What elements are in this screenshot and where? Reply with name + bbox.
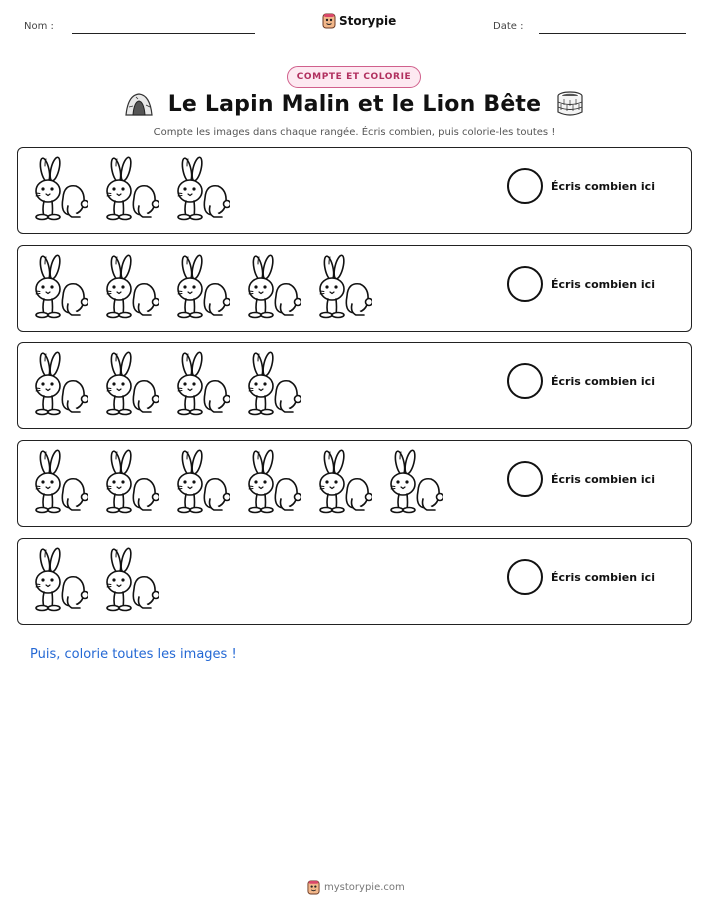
answer-label: Écris combien ici [551, 180, 655, 193]
rabbit-icon[interactable] [101, 254, 159, 324]
title-row [0, 90, 709, 118]
rabbit-icon[interactable] [314, 254, 372, 324]
rabbit-icon[interactable] [385, 449, 443, 519]
answer-label: Écris combien ici [551, 571, 655, 584]
name-line[interactable] [72, 33, 255, 34]
rabbit-icon[interactable] [101, 351, 159, 421]
brand [322, 13, 396, 29]
brand-name: Storypie [339, 14, 397, 28]
rabbit-icon[interactable] [101, 547, 159, 617]
count-row-1 [17, 147, 692, 234]
rabbit-icon[interactable] [314, 449, 372, 519]
count-row-4 [17, 440, 692, 527]
rabbit-icon[interactable] [30, 351, 88, 421]
answer-circle[interactable] [507, 461, 543, 497]
rabbit-icon[interactable] [243, 449, 301, 519]
rabbit-icon[interactable] [243, 254, 301, 324]
count-row-5 [17, 538, 692, 625]
footer [307, 880, 405, 895]
storypie-logo-icon [322, 13, 336, 29]
answer-circle[interactable] [507, 559, 543, 595]
instructions: Compte les images dans chaque rangée. Écris combien, puis colorie-les toutes ! [153, 127, 556, 138]
footer-url: mystorypie.com [324, 882, 405, 893]
answer-circle[interactable] [507, 266, 543, 302]
answer-circle[interactable] [507, 363, 543, 399]
color-instruction: Puis, colorie toutes les images ! [30, 647, 237, 662]
cave-icon [124, 91, 154, 117]
answer-circle[interactable] [507, 168, 543, 204]
rabbit-icon[interactable] [101, 156, 159, 226]
answer-label: Écris combien ici [551, 375, 655, 388]
page-title: Le Lapin Malin et le Lion Bête [167, 91, 542, 117]
rabbit-icon[interactable] [172, 156, 230, 226]
name-label: Nom : [24, 21, 54, 32]
rabbit-icon[interactable] [30, 449, 88, 519]
well-icon [555, 90, 585, 118]
activity-badge: COMPTE ET COLORIE [287, 66, 421, 88]
rabbit-icon[interactable] [101, 449, 159, 519]
answer-label: Écris combien ici [551, 278, 655, 291]
count-row-3 [17, 342, 692, 429]
rabbit-icon[interactable] [30, 254, 88, 324]
rabbit-icon[interactable] [172, 351, 230, 421]
rabbit-icon[interactable] [172, 449, 230, 519]
date-label: Date : [493, 21, 524, 32]
rabbit-icon[interactable] [30, 547, 88, 617]
date-line[interactable] [539, 33, 686, 34]
rabbit-icon[interactable] [172, 254, 230, 324]
rabbit-icon[interactable] [243, 351, 301, 421]
storypie-logo-icon [307, 880, 320, 895]
answer-label: Écris combien ici [551, 473, 655, 486]
rabbit-icon[interactable] [30, 156, 88, 226]
count-row-2 [17, 245, 692, 332]
